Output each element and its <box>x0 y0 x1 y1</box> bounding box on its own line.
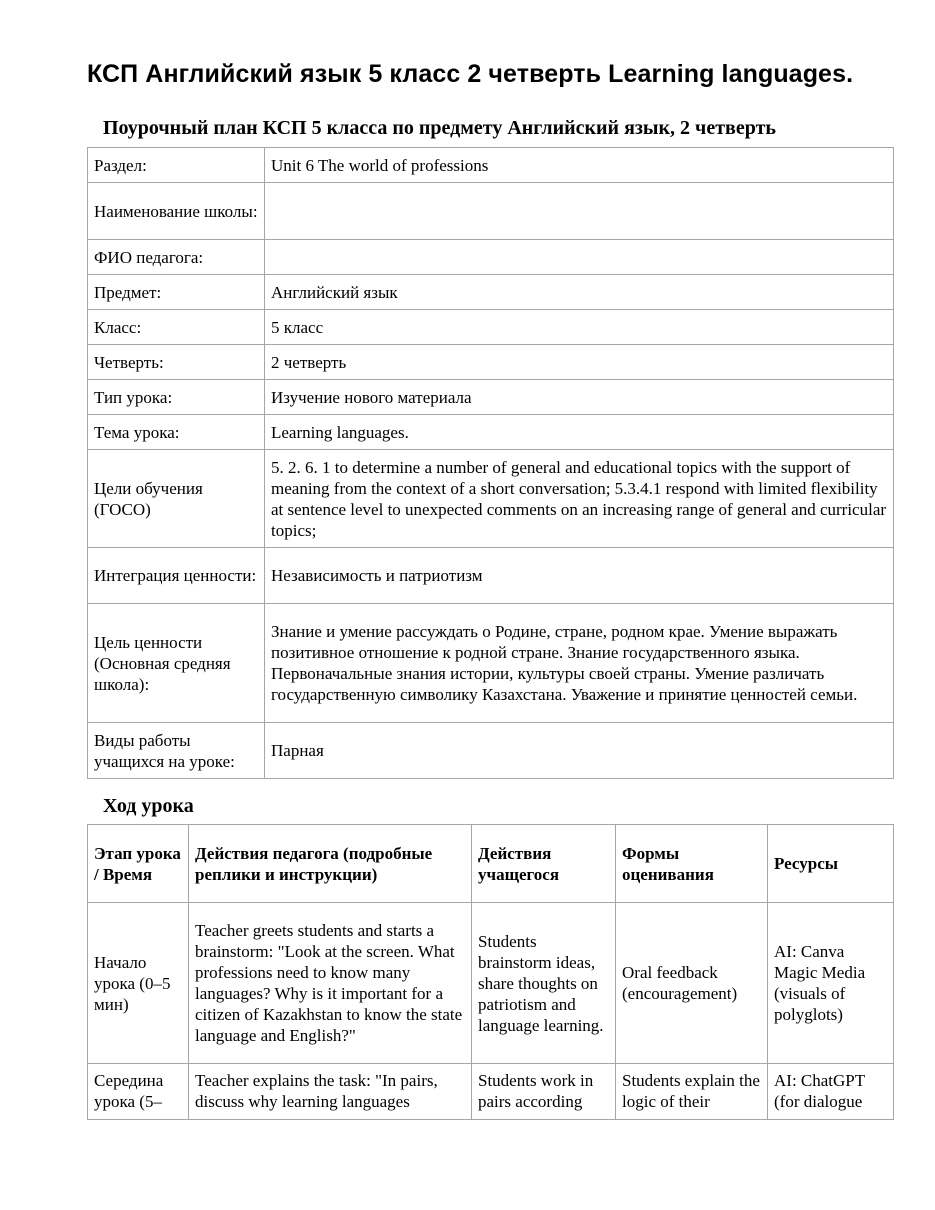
table-row <box>88 1064 894 1120</box>
info-label: Четверть: <box>88 345 265 380</box>
info-label: Виды работы учащихся на уроке: <box>88 723 265 779</box>
table-row <box>88 275 894 310</box>
info-value: 5 класс <box>265 310 894 345</box>
info-label: Наименование школы: <box>88 183 265 240</box>
info-value: 5. 2. 6. 1 to determine a number of general and educational topics with the support of meaning from the context of a short conversation; 5.3.4.1 respond with limited flexibility at sentence level to unexpected comments on an increasing range of general and curricular topics; <box>265 450 894 548</box>
table-row <box>88 415 894 450</box>
table-row <box>88 450 894 548</box>
lesson-progress-heading: Ход урока <box>103 795 194 817</box>
document-title: КСП Английский язык 5 класс 2 четверть Learning languages. <box>87 60 854 88</box>
teacher-actions-cell: Teacher greets students and starts a brainstorm: "Look at the screen. What professions need to know many languages? Why is it important for a citizen of Kazakhstan to know the state language and English?" <box>189 903 472 1064</box>
table-row <box>88 604 894 723</box>
table-row <box>88 240 894 275</box>
table-row <box>88 345 894 380</box>
table-row <box>88 903 894 1064</box>
info-label: Тема урока: <box>88 415 265 450</box>
info-value: Изучение нового материала <box>265 380 894 415</box>
table-header-row <box>88 825 894 903</box>
assessment-cell: Students explain the logic of their <box>616 1064 768 1120</box>
resources-cell: AI: Canva Magic Media (visuals of polyglots) <box>768 903 894 1064</box>
info-label: Класс: <box>88 310 265 345</box>
info-label: Предмет: <box>88 275 265 310</box>
info-label: Цель ценности (Основная средняя школа): <box>88 604 265 723</box>
info-label: ФИО педагога: <box>88 240 265 275</box>
column-header-resources: Ресурсы <box>768 825 894 903</box>
lesson-progress-table <box>87 824 894 1120</box>
column-header-student: Действия учащегося <box>472 825 616 903</box>
info-value <box>265 183 894 240</box>
table-row <box>88 148 894 183</box>
assessment-cell: Oral feedback (encouragement) <box>616 903 768 1064</box>
info-value: Learning languages. <box>265 415 894 450</box>
student-actions-cell: Students work in pairs according <box>472 1064 616 1120</box>
info-label: Раздел: <box>88 148 265 183</box>
info-value: Независимость и патриотизм <box>265 548 894 604</box>
info-label: Тип урока: <box>88 380 265 415</box>
table-row <box>88 380 894 415</box>
info-value: Знание и умение рассуждать о Родине, стране, родном крае. Умение выражать позитивное отношение к родной стране. Знание государственного языка. Первоначальные знания истории, культуры своей страны. Умение различать государственную символику Казахстана. Уважение и принятие ценностей семьи. <box>265 604 894 723</box>
table-row <box>88 548 894 604</box>
info-value: 2 четверть <box>265 345 894 380</box>
table-row <box>88 183 894 240</box>
column-header-stage: Этап урока / Время <box>88 825 189 903</box>
table-row <box>88 310 894 345</box>
info-label: Интеграция ценности: <box>88 548 265 604</box>
document-page <box>87 58 893 1120</box>
column-header-teacher: Действия педагога (подробные реплики и инструкции) <box>189 825 472 903</box>
info-label: Цели обучения (ГОСО) <box>88 450 265 548</box>
student-actions-cell: Students brainstorm ideas, share thoughts on patriotism and language learning. <box>472 903 616 1064</box>
info-value: Английский язык <box>265 275 894 310</box>
resources-cell: AI: ChatGPT (for dialogue <box>768 1064 894 1120</box>
table-row <box>88 723 894 779</box>
info-value: Unit 6 The world of professions <box>265 148 894 183</box>
stage-cell: Начало урока (0–5 мин) <box>88 903 189 1064</box>
lesson-info-table <box>87 147 894 779</box>
teacher-actions-cell: Teacher explains the task: "In pairs, discuss why learning languages <box>189 1064 472 1120</box>
column-header-assessment: Формы оценивания <box>616 825 768 903</box>
stage-cell: Середина урока (5– <box>88 1064 189 1120</box>
info-value <box>265 240 894 275</box>
info-value: Парная <box>265 723 894 779</box>
lesson-plan-heading: Поурочный план КСП 5 класса по предмету Английский язык, 2 четверть <box>103 117 776 139</box>
